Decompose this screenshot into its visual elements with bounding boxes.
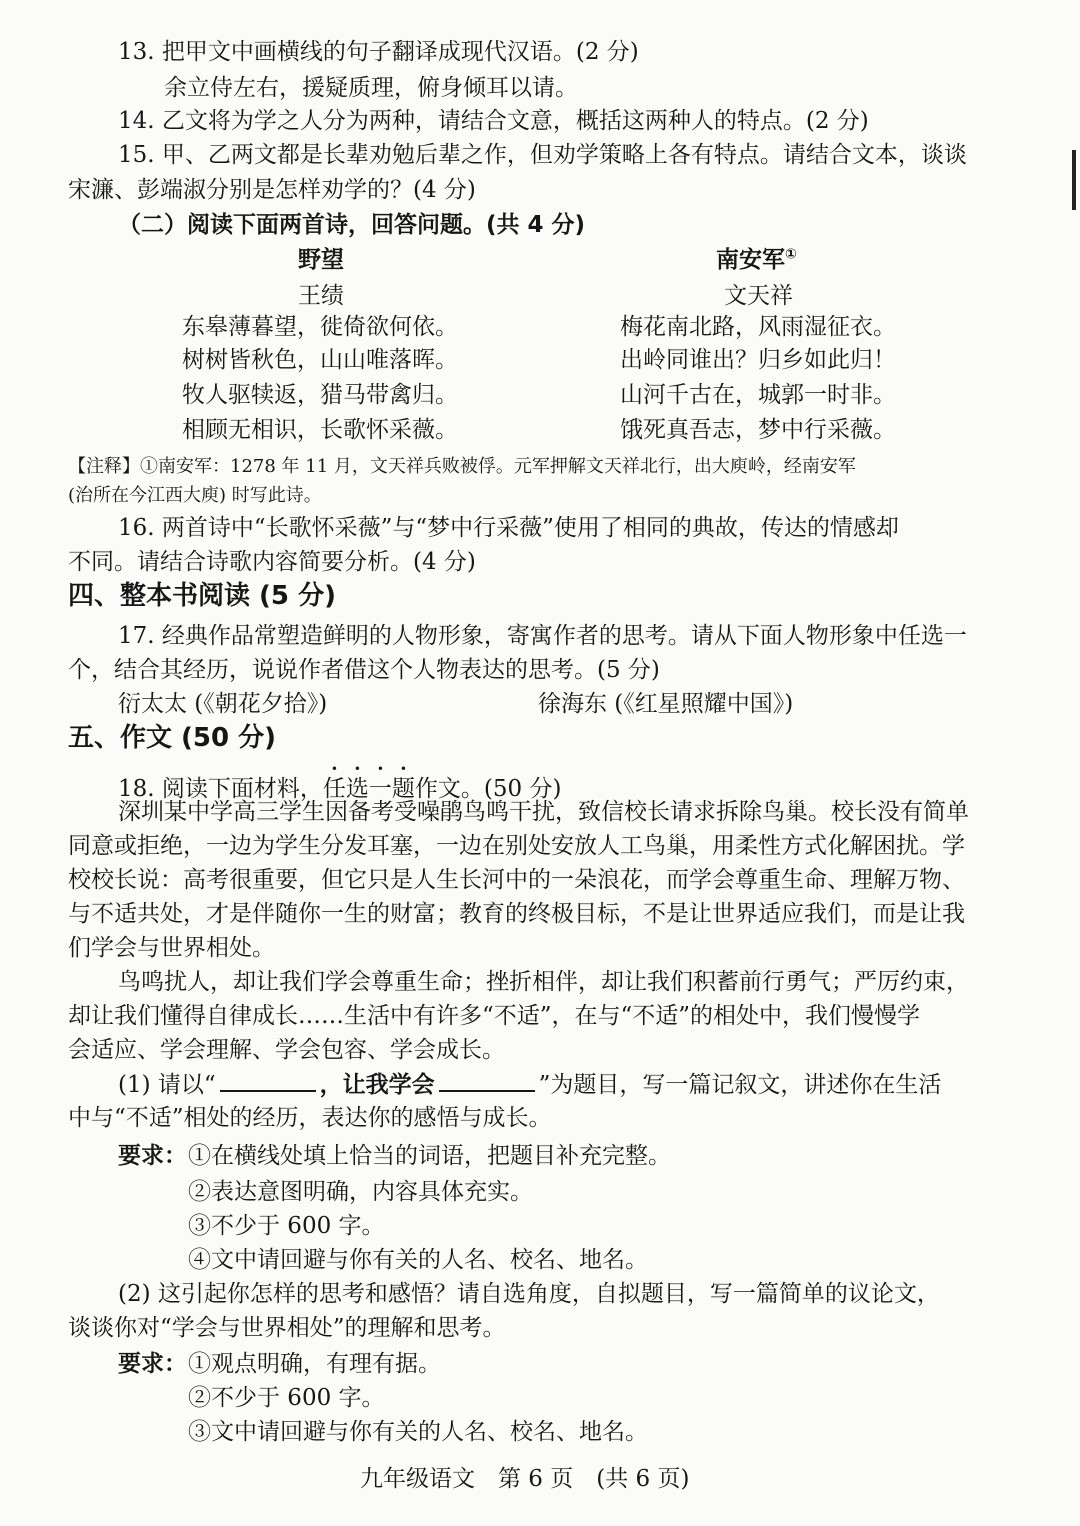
q18-material-p1-line5: 们学会与世界相处。 [68,935,275,961]
q18-req1-item4: ④文中请回避与你有关的人名、校名、地名。 [188,1247,648,1273]
note-line2: (治所在今江西大庾) 时写此诗。 [68,485,322,506]
q18-task1-c: ”为题目，写一篇记叙文，讲述你在生活 [538,1072,942,1098]
q18-emphasis: 任选一题 [322,776,415,802]
section4-heading: 四、整本书阅读 (5 分) [68,581,336,611]
q18-task2-line1: (2) 这引起你怎样的思考和感悟？请自选角度，自拟题目，写一篇简单的议论文， [118,1281,940,1307]
q16-line2: 不同。请结合诗歌内容简要分析。(4 分) [68,549,476,575]
poem2-footnote-mark: ① [785,246,797,263]
poem2-line-1: 梅花南北路，风雨湿征衣。 [620,314,896,340]
q18-material-p1-line1: 深圳某中学高三学生因备考受噪鹃鸟鸣干扰，致信校长请求拆除鸟巢。校长没有简单 [118,799,969,825]
poem2-title [716,241,797,274]
q18-material-p2-line3: 会适应、学会理解、学会包容、学会成长。 [68,1037,505,1063]
q17-option1: 衍太太 (《朝花夕拾》) [118,691,328,717]
section5-heading: 五、作文 (50 分) [68,723,277,753]
q18-req2-item1: ①观点明确，有理有据。 [188,1351,441,1377]
q18-task1-b: ，让我学会 [319,1072,435,1098]
q18-prefix: 18. 阅读下面材料， [118,776,323,802]
poem1-title: 野望 [298,247,344,273]
q18-req2-item2: ②不少于 600 字。 [188,1385,385,1411]
q17-option2: 徐海东 (《红星照耀中国》) [538,691,794,717]
note-line1: 【注释】①南安军：1278 年 11 月，文天祥兵败被俘。元军押解文天祥北行，出大庾岭，经南安军 [68,456,856,477]
q18-material-p1-line2: 同意或拒绝，一边为学生分发耳塞，一边在别处安放人工鸟巢，用柔性方式化解困扰。学 [68,833,965,859]
q17-line1: 17. 经典作品常塑造鲜明的人物形象，寄寓作者的思考。请从下面人物形象中任选一 [118,623,967,649]
q18-task1-line2: 中与“不适”相处的经历，表达你的感悟与成长。 [68,1105,552,1131]
poem2-line-4: 饿死真吾志，梦中行采薇。 [620,417,896,443]
q18-req2-item3: ③文中请回避与你有关的人名、校名、地名。 [188,1419,648,1445]
q18-material-p2-line2: 却让我们懂得自律成长……生活中有许多“不适”，在与“不适”的相处中，我们慢慢学 [68,1003,921,1029]
title-blank-1 [220,1068,316,1092]
poem1-line-2: 树树皆秋色，山山唯落晖。 [182,347,458,373]
q18-req2-label: 要求： [118,1351,187,1377]
poem2-author: 文天祥 [724,283,793,309]
poem1-line-1: 东皋薄暮望，徙倚欲何依。 [182,314,458,340]
q14-prompt: 14. 乙文将为学之人分为两种，请结合文意，概括这两种人的特点。(2 分) [118,108,869,134]
poem2-line-2: 出岭同谁出？归乡如此归！ [620,347,896,373]
q18-req1-item3: ③不少于 600 字。 [188,1213,385,1239]
q18-material-p1-line4: 与不适共处，才是伴随你一生的财富；教育的终极目标，不是让世界适应我们，而是让我 [68,901,965,927]
q18-task1-line1 [118,1068,941,1101]
q16-line1: 16. 两首诗中“长歌怀采薇”与“梦中行采薇”使用了相同的典故，传达的情感却 [118,515,899,541]
q15-line2: 宋濂、彭端淑分别是怎样劝学的？(4 分) [68,177,476,203]
part2-heading: （二）阅读下面两首诗，回答问题。(共 4 分) [118,212,586,238]
q18-material-p1-line3: 校校长说：高考很重要，但它只是人生长河中的一朵浪花，而学会尊重生命、理解万物、 [68,867,965,893]
page-footer: 九年级语文 第 6 页 (共 6 页) [360,1466,690,1492]
q18-task1-a: (1) 请以“ [118,1072,216,1098]
scan-edge-mark [1072,150,1076,210]
q18-task2-line2: 谈谈你对“学会与世界相处”的理解和思考。 [68,1315,506,1341]
poem1-line-3: 牧人驱犊返，猎马带禽归。 [182,382,458,408]
q18-suffix: 作文。(50 分) [414,776,562,802]
q13-sentence: 余立侍左右，援疑质理，俯身倾耳以请。 [164,75,578,101]
q15-line1: 15. 甲、乙两文都是长辈劝勉后辈之作，但劝学策略上各有特点。请结合文本，谈谈 [118,142,967,168]
poem2-line-3: 山河千古在，城郭一时非。 [620,382,896,408]
q18-material-p2-line1: 鸟鸣扰人，却让我们学会尊重生命；挫折相伴，却让我们积蓄前行勇气；严厉约束， [118,969,969,995]
title-blank-2 [439,1068,535,1092]
q18-req1-item1: ①在横线处填上恰当的词语，把题目补充完整。 [188,1143,671,1169]
q18-req1-item2: ②表达意图明确，内容具体充实。 [188,1179,533,1205]
q18-req1-label: 要求： [118,1143,187,1169]
q17-line2: 个，结合其经历，说说作者借这个人物表达的思考。(5 分) [68,657,660,683]
poem1-line-4: 相顾无相识，长歌怀采薇。 [182,417,458,443]
poem1-author: 王绩 [298,283,344,309]
q13-prompt: 13. 把甲文中画横线的句子翻译成现代汉语。(2 分) [118,39,639,65]
poem2-title-text: 南安军 [716,247,785,273]
